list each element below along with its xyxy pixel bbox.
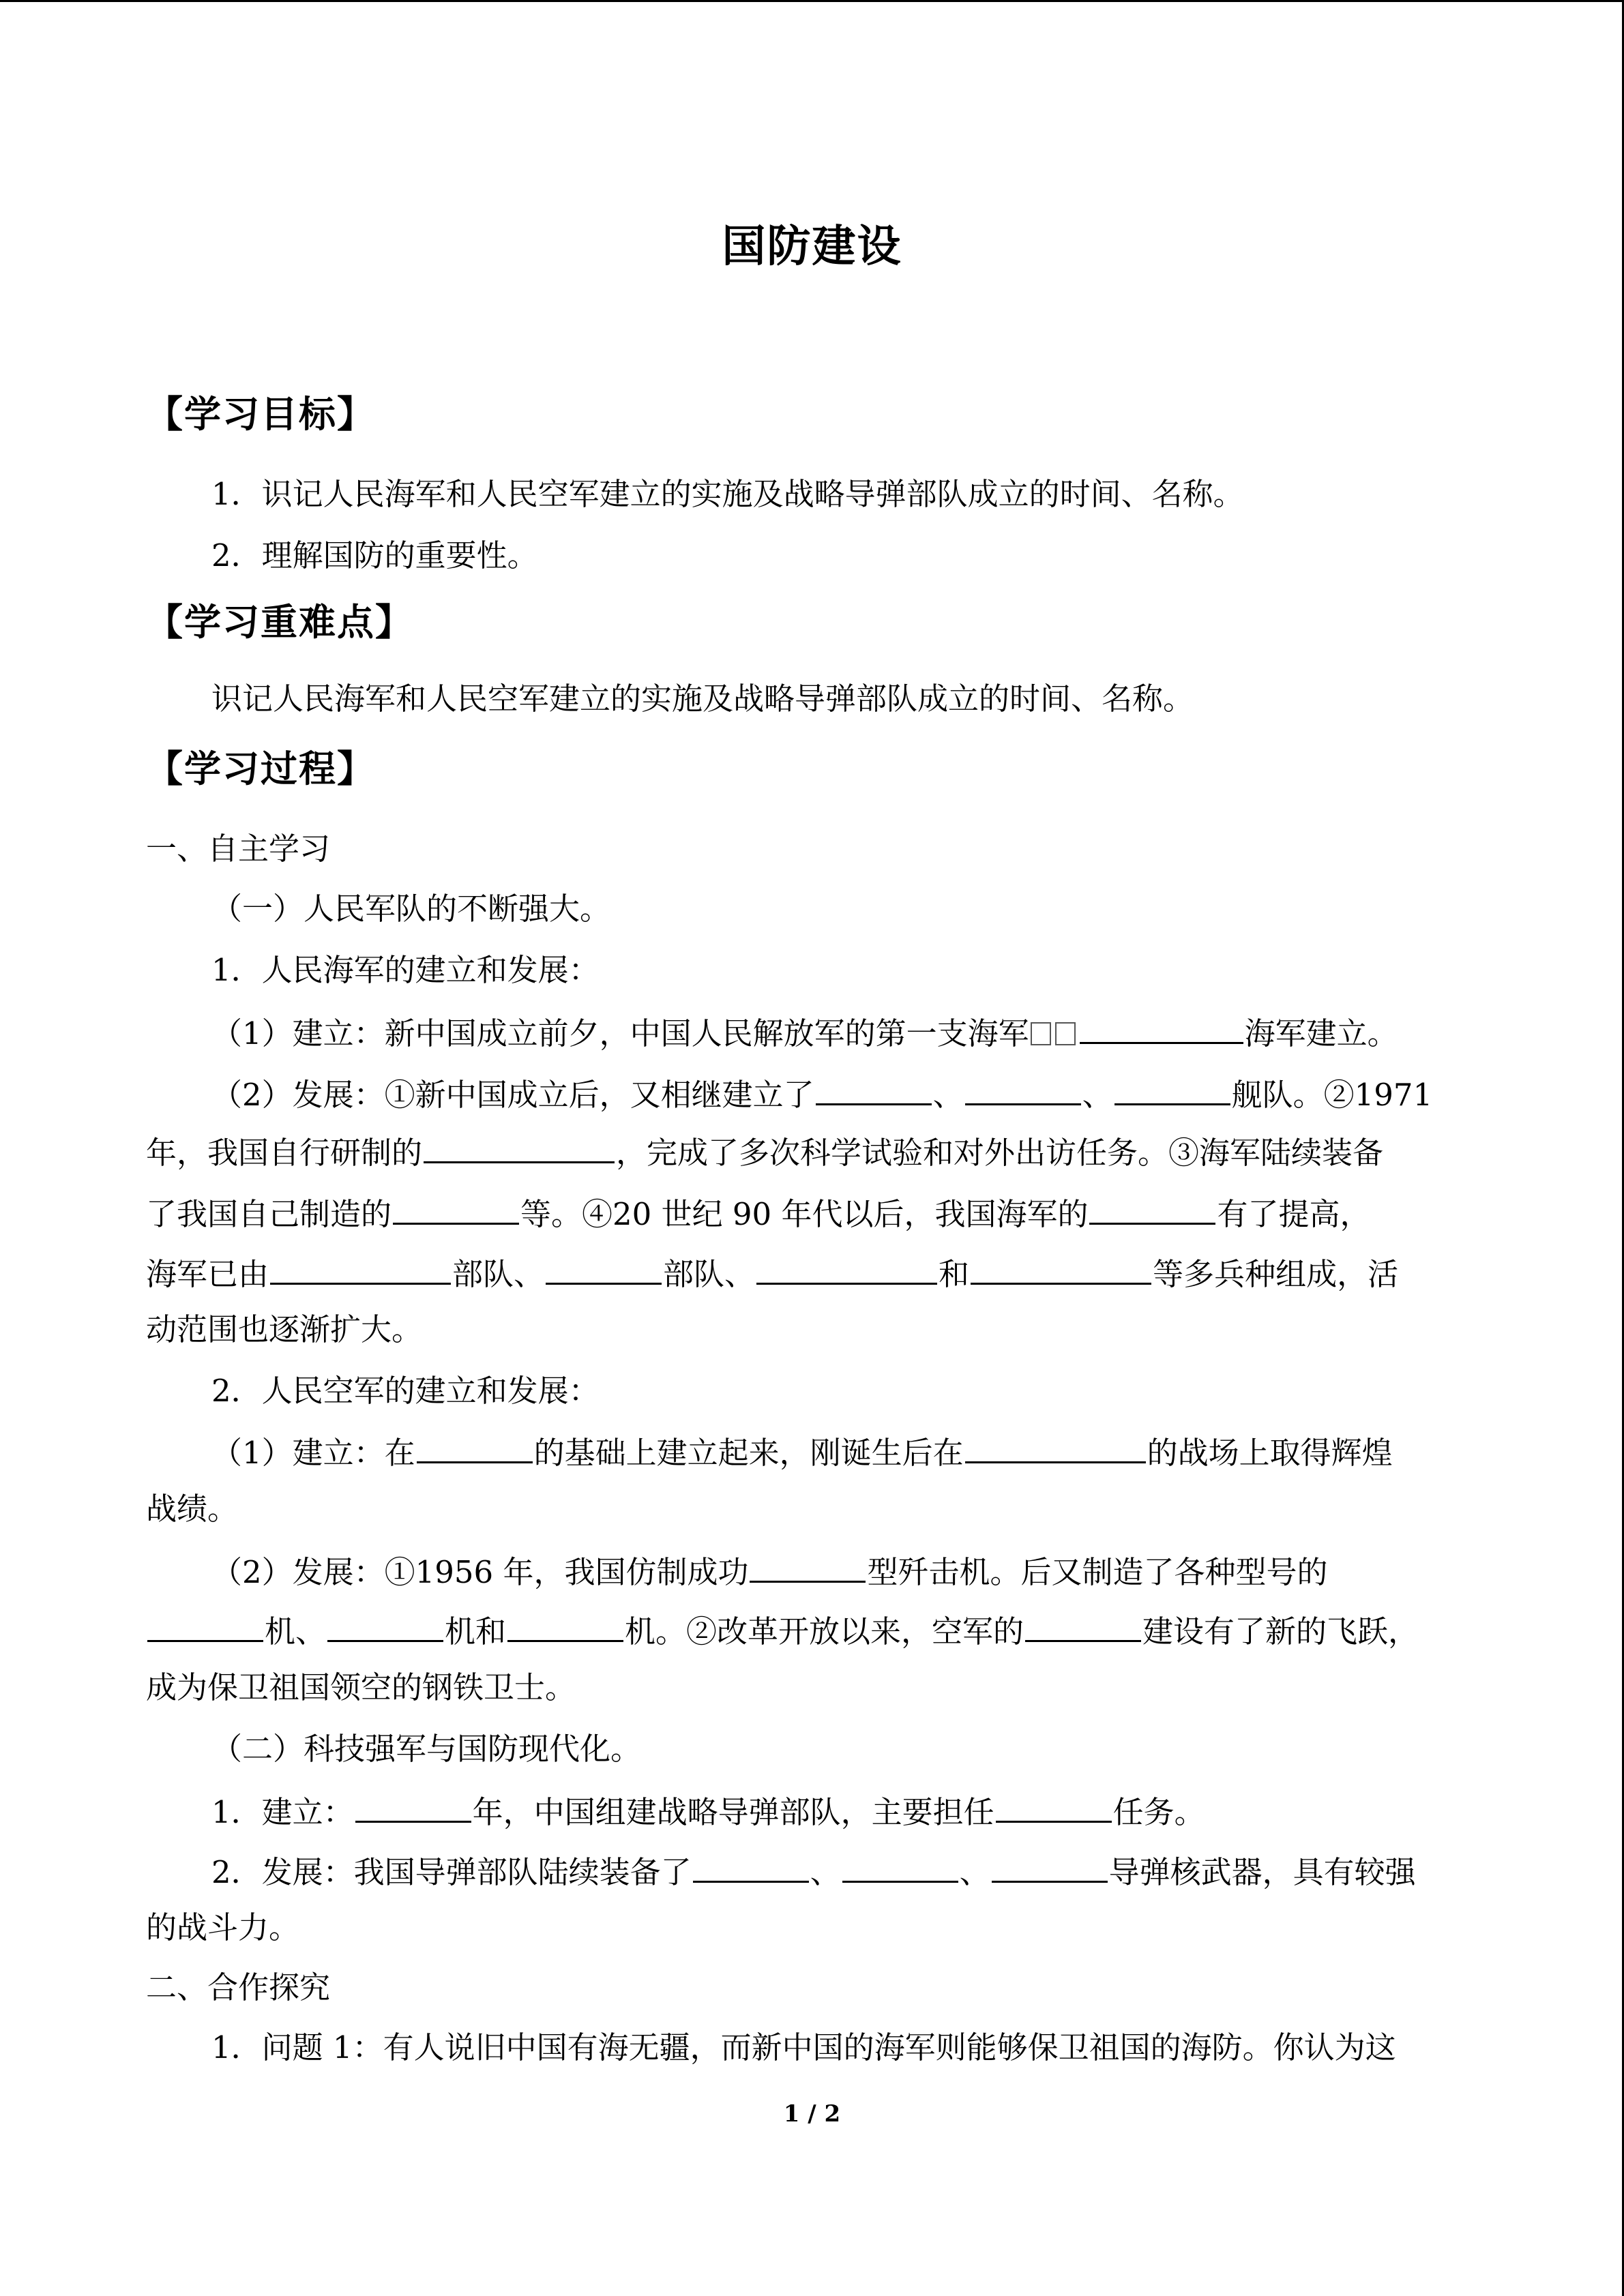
part-self-study: 一、自主学习 xyxy=(146,831,331,867)
fill-blank[interactable] xyxy=(546,1250,662,1285)
text-fragment: 导弹核武器，具有较强 xyxy=(1108,1854,1416,1890)
text-fragment: ，完成了多次科学试验和对外出访任务。③海军陆续装备 xyxy=(616,1135,1384,1171)
goals-heading: 【学习目标】 xyxy=(146,393,375,436)
text-fragment: 了我国自己制造的 xyxy=(146,1196,392,1232)
fill-blank[interactable] xyxy=(992,1848,1108,1883)
navy-dev-line-1 xyxy=(211,1071,1478,1116)
navy-dev-line-2 xyxy=(146,1129,1478,1174)
text-fragment: 的基础上建立起来，刚诞生后在 xyxy=(533,1435,964,1471)
air-dev-line-1 xyxy=(211,1548,1478,1593)
fill-blank[interactable] xyxy=(965,1429,1146,1463)
text-fragment: 海军已由 xyxy=(146,1256,269,1292)
text-fragment: （2）发展：①新中国成立后，又相继建立了 xyxy=(211,1077,814,1113)
fill-blank[interactable] xyxy=(816,1071,932,1105)
goal-item: 2．理解国防的重要性。 xyxy=(211,537,538,573)
text-fragment: 等。④20 世纪 90 年代以后，我国海军的 xyxy=(520,1196,1089,1232)
text-fragment: 等多兵种组成，活 xyxy=(1153,1256,1399,1292)
navy-dev-line-3 xyxy=(146,1190,1478,1235)
fill-blank[interactable] xyxy=(270,1250,451,1285)
text-fragment: 建设有了新的飞跃， xyxy=(1142,1613,1419,1650)
page-border-top xyxy=(0,0,1624,2)
text-fragment: 任务。 xyxy=(1112,1794,1205,1830)
text-fragment: 的战场上取得辉煌 xyxy=(1147,1435,1393,1471)
process-heading: 【学习过程】 xyxy=(146,747,375,790)
text-fragment: 、 xyxy=(932,1077,964,1113)
text-fragment: 、 xyxy=(810,1854,841,1890)
fill-blank[interactable] xyxy=(1025,1607,1141,1642)
fill-blank[interactable] xyxy=(417,1429,533,1463)
navy-establish-line xyxy=(211,1009,1478,1054)
navy-establish-text-a: （1）建立：新中国成立前夕，中国人民解放军的第一支海军 xyxy=(211,1015,1029,1052)
text-fragment: 1．建立： xyxy=(211,1794,354,1830)
page-number: 1 / 2 xyxy=(783,2100,841,2128)
fill-blank[interactable] xyxy=(750,1548,866,1583)
text-fragment: 年，中国组建战略导弹部队，主要担任 xyxy=(472,1794,994,1830)
air-establish-line xyxy=(211,1429,1478,1474)
text-fragment: 2．发展：我国导弹部队陆续装备了 xyxy=(211,1854,692,1890)
missile-dev-line xyxy=(211,1848,1478,1893)
placeholder-box xyxy=(1031,1022,1051,1045)
fill-blank[interactable] xyxy=(355,1788,471,1823)
missile-establish-line xyxy=(211,1788,1478,1833)
fill-blank[interactable] xyxy=(393,1190,519,1225)
fill-blank[interactable] xyxy=(327,1607,443,1642)
text-fragment: 有了提高， xyxy=(1217,1196,1371,1232)
text-fragment: 和 xyxy=(939,1256,970,1292)
fill-blank[interactable] xyxy=(147,1607,263,1642)
text-fragment: 、 xyxy=(959,1854,990,1890)
navy-establish-text-b: 海军建立。 xyxy=(1244,1015,1398,1052)
text-fragment: 、 xyxy=(1082,1077,1113,1113)
text-fragment: 年，我国自行研制的 xyxy=(146,1135,423,1171)
navy-dev-line-4 xyxy=(146,1250,1478,1295)
fill-blank[interactable] xyxy=(756,1250,937,1285)
goal-item: 1．识记人民海军和人民空军建立的实施及战略导弹部队成立的时间、名称。 xyxy=(211,476,1244,512)
text-fragment: 机和 xyxy=(445,1613,507,1650)
air-dev-line-3: 成为保卫祖国领空的钢铁卫士。 xyxy=(146,1669,576,1705)
text-fragment: 机。②改革开放以来，空军的 xyxy=(625,1613,1024,1650)
fill-blank[interactable] xyxy=(1089,1190,1215,1225)
fill-blank[interactable] xyxy=(965,1071,1081,1105)
text-fragment: 型歼击机。后又制造了各种型号的 xyxy=(867,1554,1328,1590)
key-points-text: 识记人民海军和人民空军建立的实施及战略导弹部队成立的时间、名称。 xyxy=(211,681,1194,717)
fill-blank[interactable] xyxy=(1114,1071,1230,1105)
text-fragment: （2）发展：①1956 年，我国仿制成功 xyxy=(211,1554,749,1590)
fill-blank[interactable] xyxy=(996,1788,1112,1823)
fill-blank[interactable] xyxy=(842,1848,958,1883)
fill-blank[interactable] xyxy=(424,1129,615,1163)
placeholder-box xyxy=(1055,1022,1076,1045)
question-1: 1．问题 1：有人说旧中国有海无疆，而新中国的海军则能够保卫祖国的海防。你认为这 xyxy=(211,2029,1396,2066)
fill-blank[interactable] xyxy=(693,1848,809,1883)
text-fragment: 部队、 xyxy=(663,1256,756,1292)
text-fragment: 机、 xyxy=(265,1613,327,1650)
key-points-heading: 【学习重难点】 xyxy=(146,601,413,644)
fill-blank[interactable] xyxy=(971,1250,1151,1285)
air-establish-line-2: 战绩。 xyxy=(146,1491,239,1527)
text-fragment: 部队、 xyxy=(452,1256,545,1292)
part-cooperative: 二、合作探究 xyxy=(146,1969,331,2006)
navy-title: 1．人民海军的建立和发展： xyxy=(211,952,600,988)
document-title: 国防建设 xyxy=(722,221,902,272)
air-dev-line-2 xyxy=(146,1607,1478,1652)
text-fragment: （1）建立：在 xyxy=(211,1435,415,1471)
fill-blank[interactable] xyxy=(1080,1009,1243,1044)
navy-dev-line-5: 动范围也逐渐扩大。 xyxy=(146,1311,423,1347)
missile-dev-line-2: 的战斗力。 xyxy=(146,1909,300,1945)
subsection-army: （一）人民军队的不断强大。 xyxy=(211,891,611,927)
air-force-title: 2．人民空军的建立和发展： xyxy=(211,1373,600,1409)
subsection-tech: （二）科技强军与国防现代化。 xyxy=(211,1731,642,1767)
fill-blank[interactable] xyxy=(507,1607,623,1642)
text-fragment: 舰队。②1971 xyxy=(1231,1077,1433,1113)
